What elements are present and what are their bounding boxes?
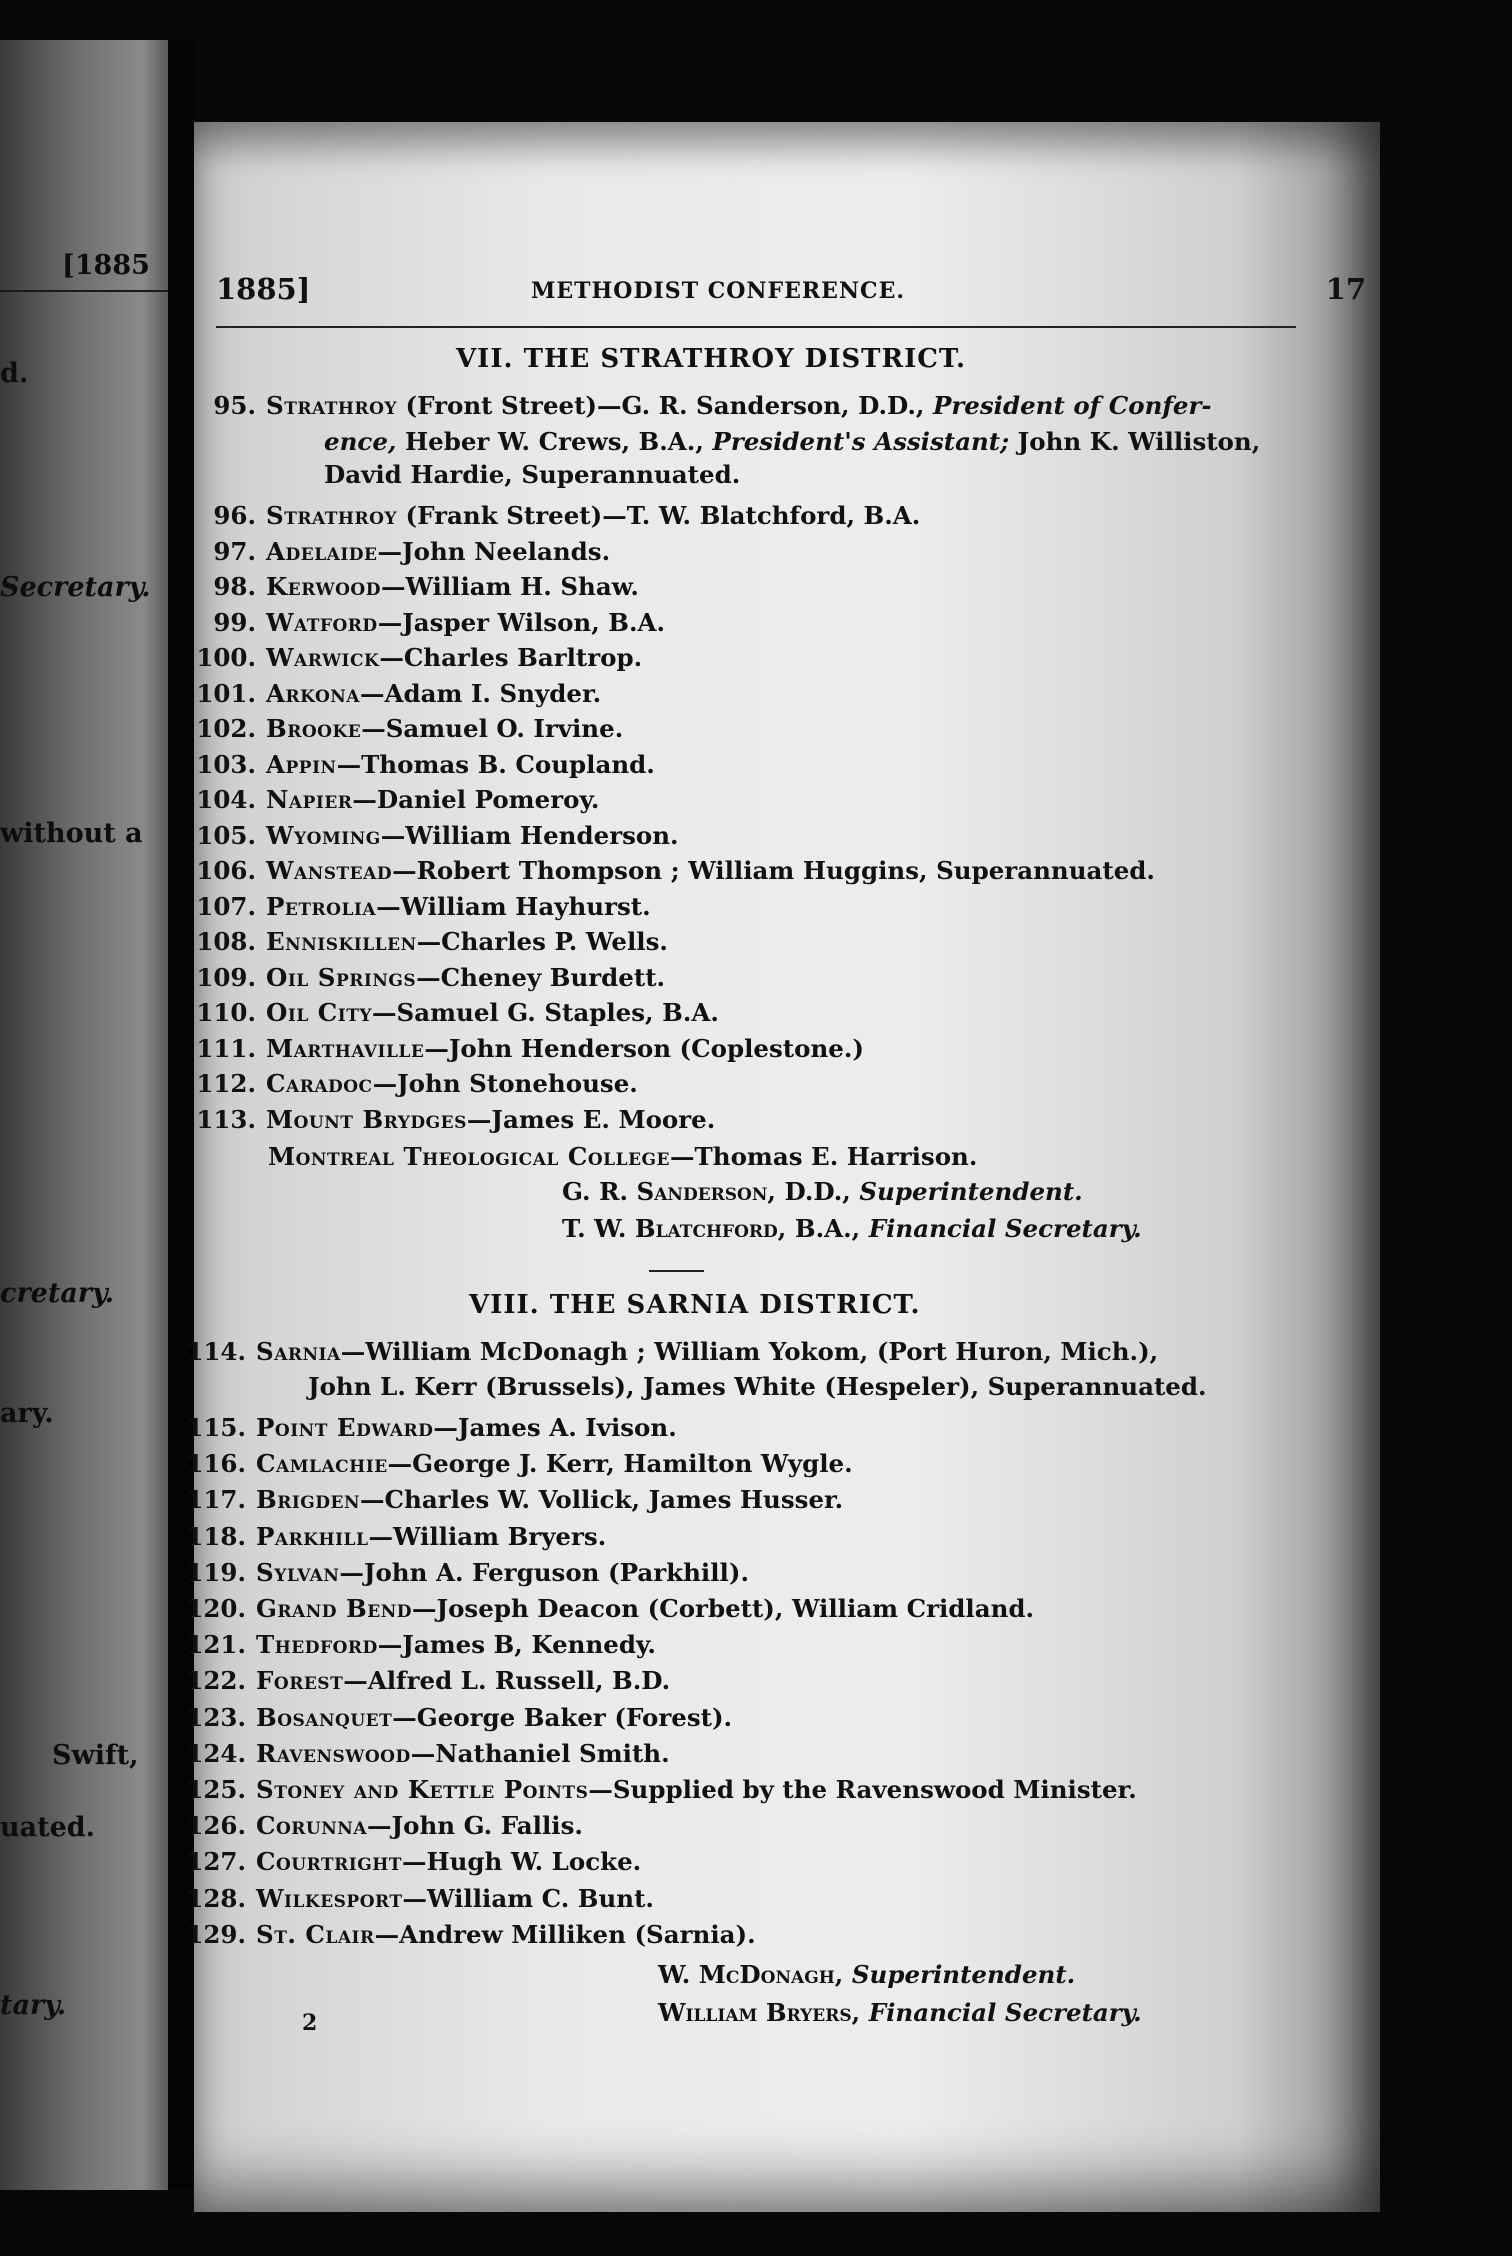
entry-text: —Samuel G. Staples, B.A. [372,998,719,1027]
officer-role: Superintendent. [859,1177,1083,1206]
secretary-line [658,1998,1142,2027]
left-fragment: d. [0,358,29,389]
entry-place: Appin [266,749,337,779]
superintendent-line [562,1177,1083,1206]
list-item [184,1410,677,1445]
entry-text: —John Neelands. [377,536,611,566]
list-item [194,605,665,640]
entry-place: Strathroy [266,501,398,530]
list-item [194,960,665,995]
entry-place: Ravenswood [256,1738,411,1768]
entry-number: 121. [186,1630,246,1660]
entry-place: Oil Springs [266,962,417,992]
list-item [194,640,642,675]
list-item [268,1139,977,1174]
entry-place: Bosanquet [256,1702,393,1732]
entry-number: 118. [186,1521,246,1551]
entry-number: 120. [186,1594,246,1623]
entry-place: Enniskillen [266,927,417,956]
list-item [184,1482,843,1517]
left-fragment: tary. [0,1990,67,2021]
entry-continuation: John L. Kerr (Brussels), James White (Hespeler), Superannuated. [308,1372,1207,1401]
left-fragment: without a [0,818,143,849]
entry-text: —Alfred L. Russell, B.D. [343,1666,671,1696]
list-item [194,782,599,817]
entry-number: 117. [186,1485,246,1515]
entry-place: Sylvan [256,1557,340,1587]
list-item [194,1066,638,1101]
entry-text: —John A. Ferguson (Parkhill). [339,1557,749,1587]
entry-text: —Charles Barltrop. [379,643,643,672]
entry-text: —George J. Kerr, Hamilton Wygle. [387,1449,853,1479]
entry-number: 101. [196,678,256,708]
entry-number: 124. [186,1738,246,1768]
entry-place: Corunna [256,1811,368,1841]
entry-place: Montreal Theological College [268,1142,671,1171]
page-number: 17 [1325,272,1366,306]
entry-number: 99. [213,607,256,637]
entry-text: —Andrew Milliken (Sarnia). [374,1919,756,1949]
list-item [194,498,920,533]
section-divider [649,1270,704,1272]
entry-text: —John Henderson (Coplestone.) [424,1033,864,1063]
district-title-sarnia: VIII. THE SARNIA DISTRICT. [469,1290,921,1320]
entry-number: 110. [196,998,256,1027]
entry-place: Adelaide [266,536,378,566]
entry-role: ence, [324,427,397,456]
entry-text: —John G. Fallis. [367,1811,583,1841]
entry-text: —Jasper Wilson, B.A. [377,607,666,637]
entry-continuation: David Hardie, Superannuated. [324,460,741,489]
list-item [184,1663,670,1698]
list-item [194,711,623,746]
entry-number: 106. [196,856,256,885]
entry-place: Marthaville [266,1033,425,1063]
entry-place: Mount Brydges [266,1104,467,1134]
entry-number: 102. [196,714,256,743]
entry-continuation [324,427,1260,456]
entry-place: Point Edward [256,1413,434,1442]
entry-text: —William Bryers. [368,1521,607,1551]
list-item [194,889,651,924]
entry-place: Napier [266,785,353,814]
list-item [184,1772,1137,1807]
entry-role: President's Assistant; [712,427,1010,456]
list-item [194,569,639,604]
list-item [194,1102,715,1137]
entry-text: —Hugh W. Locke. [401,1847,642,1877]
list-item [194,1031,864,1066]
entry-number: 112. [196,1069,256,1098]
entry-text: —Nathaniel Smith. [410,1738,670,1768]
entry-text: —Daniel Pomeroy. [352,785,600,814]
header-year: 1885] [216,272,311,306]
entry-number: 119. [186,1557,246,1587]
running-header [216,272,1376,312]
officer-name: T. W. Blatchford, [562,1214,787,1243]
entry-text: —James B, Kennedy. [377,1630,656,1660]
list-item [184,1446,853,1481]
list-item [184,1334,1158,1369]
entry-place: Wyoming [266,820,381,850]
entry-place: Parkhill [256,1521,369,1551]
entry-place: Brooke [266,714,362,743]
list-item [194,924,668,959]
left-fragment: cretary. [0,1278,115,1309]
entry-text: (Frank Street)—T. W. Blatchford, B.A. [397,501,921,530]
entry-number: 103. [196,749,256,779]
entry-number: 109. [196,962,256,992]
entry-text: —Samuel O. Irvine. [361,714,624,743]
entry-text: —James A. Ivison. [433,1413,677,1442]
entry-text: —Charles P. Wells. [416,927,668,956]
entry-place: Sarnia [256,1337,341,1366]
entry-text: —James E. Moore. [466,1104,716,1134]
entry-place: Stoney and Kettle Points [256,1775,589,1804]
entry-text: —Thomas B. Coupland. [336,749,655,779]
list-item [184,1627,656,1662]
left-page-edge [0,40,168,2190]
entry-number: 128. [186,1883,246,1913]
district-title-strathroy: VII. THE STRATHROY DISTRICT. [456,344,966,374]
entry-text: —Supplied by the Ravenswood Minister. [588,1775,1137,1804]
left-fragment: uated. [0,1812,96,1843]
entry-place: Caradoc [266,1069,373,1098]
entry-text: —William Henderson. [380,820,679,850]
entry-place: Watford [266,607,378,637]
list-item [194,995,719,1030]
entry-number: 125. [186,1775,246,1804]
entry-place: Courtright [256,1847,402,1877]
entry-number: 113. [196,1104,256,1134]
entry-text: —Robert Thompson ; William Huggins, Superannuated. [392,856,1155,885]
entry-number: 116. [186,1449,246,1479]
list-item [194,676,601,711]
entry-text: —Charles W. Vollick, James Husser. [360,1485,844,1515]
header-title: METHODIST CONFERENCE. [531,278,905,304]
entry-place: Oil City [266,998,373,1027]
entry-text: —Cheney Burdett. [416,962,666,992]
list-item [194,818,679,853]
entry-place: Forest [256,1666,344,1696]
list-item [194,388,1212,423]
entry-number: 95. [213,391,256,420]
entry-number: 126. [186,1811,246,1841]
list-item [194,534,610,569]
officer-role: Financial Secretary. [860,1998,1142,2027]
list-item [184,1555,749,1590]
officer-name: W. McDonagh, [658,1960,844,1989]
entry-number: 129. [186,1919,246,1949]
entry-number: 96. [213,501,256,530]
entry-number: 107. [196,891,256,921]
entry-number: 115. [186,1413,246,1442]
entry-place: Wanstead [266,856,393,885]
header-rule [216,326,1296,328]
officer-role: Financial Secretary. [868,1214,1142,1243]
entry-place: Camlachie [256,1449,388,1479]
officer-degree: B.A., [786,1214,869,1243]
list-item [194,747,655,782]
left-page-rule [0,290,168,292]
left-fragment: Swift, [52,1740,139,1771]
officer-degree: D.D., [775,1177,860,1206]
entry-place: Warwick [266,643,380,672]
entry-number: 108. [196,927,256,956]
entry-text: —George Baker (Forest). [392,1702,733,1732]
entry-text: (Front Street)—G. R. Sanderson, D.D., [397,391,933,420]
entry-place: Strathroy [266,391,398,420]
list-item [184,1700,732,1735]
entry-number: 105. [196,820,256,850]
entry-text: Heber W. Crews, B.A., [396,427,713,456]
entry-number: 104. [196,785,256,814]
entry-place: Grand Bend [256,1594,412,1623]
entry-text: —Adam I. Snyder. [360,678,602,708]
entry-place: Arkona [266,678,360,708]
entry-number: 98. [213,572,256,601]
entry-text: —William McDonagh ; William Yokom, (Port Huron, Mich.), [340,1337,1159,1366]
entry-place: Petrolia [266,891,377,921]
list-item [184,1591,1034,1626]
entry-role: President of Confer- [932,391,1212,420]
entry-number: 114. [186,1337,246,1366]
list-item [184,1917,756,1952]
entry-text: John K. Williston, [1009,427,1261,456]
left-fragment: Secretary. [0,572,151,603]
entry-text: —William Hayhurst. [376,891,651,921]
entry-number: 100. [196,643,256,672]
entry-place: Wilkesport [256,1883,403,1913]
list-item [184,1881,654,1916]
officer-name: William Bryers, [658,1998,861,2027]
entry-place: Kerwood [266,572,381,601]
entry-place: Brigden [256,1485,361,1515]
list-item [184,1736,670,1771]
superintendent-line [658,1960,1075,1989]
list-item [184,1808,583,1843]
entry-number: 127. [186,1847,246,1877]
officer-name: G. R. Sanderson, [562,1177,776,1206]
book-page [186,122,1380,2212]
entry-number: 122. [186,1666,246,1696]
secretary-line [562,1214,1142,1243]
entry-number: 97. [213,536,256,566]
entry-place: Thedford [256,1630,378,1660]
entry-text: —Joseph Deacon (Corbett), William Cridland. [412,1594,1035,1623]
left-fragment: ary. [0,1398,54,1429]
entry-place: St. Clair [256,1919,375,1949]
entry-text: —Thomas E. Harrison. [670,1142,978,1171]
entry-number: 123. [186,1702,246,1732]
entry-text: —William H. Shaw. [380,572,639,601]
entry-text: —John Stonehouse. [372,1069,638,1098]
entry-text: —William C. Bunt. [402,1883,654,1913]
list-item [184,1519,606,1554]
list-item [194,853,1155,888]
entry-number: 111. [196,1033,256,1063]
list-item [184,1844,641,1879]
signature-mark: 2 [302,2010,318,2036]
left-page-header: [1885 [62,250,150,281]
officer-role: Superintendent. [843,1960,1076,1989]
